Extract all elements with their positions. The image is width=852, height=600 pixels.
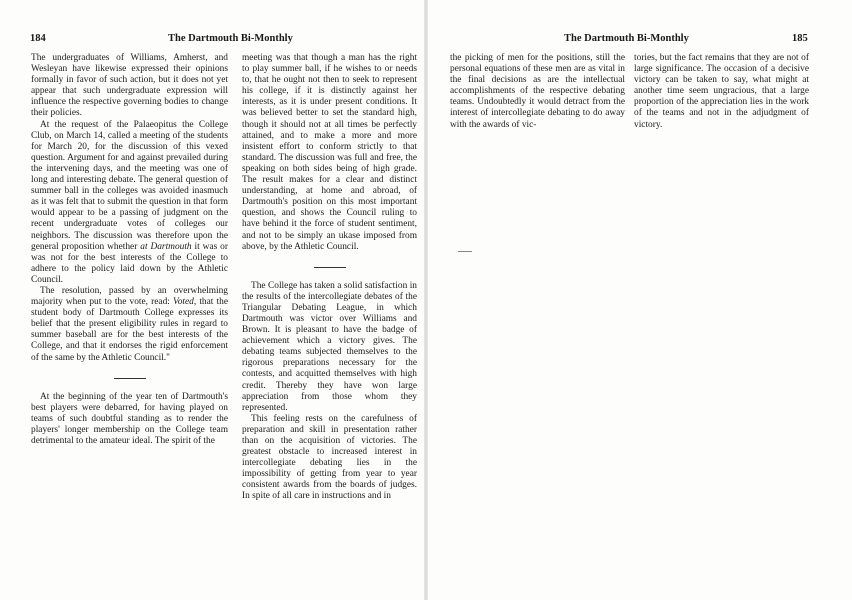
- paragraph: meeting was that though a man has the right to play summer ball, if he wishes to or needs to, that he ought not then to seek to represent his college, if it is distinctly against her interests, as it is under present conditions. It was believed better to set the standard high, though it should not at all times be perfectly attained, and to make a more and more insistent effort to conform strictly to that standard. The discussion was full and free, the speaking on both sides being of high grade. The result makes for a clear and distinct understanding, at home and abroad, of Dartmouth's position on this most important question, and shows the Council ruling to have behind it the force of student sentiment, and not to be simply an ukase imposed from above, by the Athletic Council.: [242, 53, 417, 252]
- stray-ink-mark: [458, 251, 472, 252]
- right-page-column-2: [634, 53, 809, 131]
- running-title-right: The Dartmouth Bi-Monthly: [564, 33, 689, 44]
- paragraph: The undergraduates of Williams, Amherst, and Wesleyan have likewise expressed their opinions formally in favor of such action, but it does not yet appear that such undergraduate expression will influence the respective governing bodies to change their policies.: [31, 53, 228, 119]
- italic-text: Voted: [173, 297, 194, 308]
- paragraph: [31, 120, 228, 286]
- right-page: [426, 0, 852, 600]
- paragraph-text: At the request of the Palaeopitus the College Club, on March 14, called a meeting of the students for March 20, for the discussion of this vexed question. Argument for and against prevailed during the intervening days, and the meeting was one of long and interesting debate. The general question of summer ball in the colleges was avoided inasmuch as it was felt that to submit the question in that form would appear to be a passing of judgment on the recent undergraduate votes of colleges our neighbors. The discussion was therefore upon the general proposition whether: [31, 119, 228, 252]
- page-number-right: 185: [792, 33, 808, 44]
- page-number-left: 184: [30, 33, 46, 44]
- paragraph: At the beginning of the year ten of Dartmouth's best players were debarred, for having played on teams of such doubtful standing as to render the players' longer membership on the College team detrimental to the amateur ideal. The spirit of the: [31, 391, 228, 446]
- italic-text: at Dartmouth: [140, 241, 192, 252]
- paragraph: the picking of men for the positions, still the personal equations of these men are as vital in the final decisions as are the intellectual accomplishments of the respective debating teams. Undoubtedly it would detract from the interest of intercollegiate debating to do away with the awards of vic-: [450, 53, 625, 130]
- paragraph: [31, 286, 228, 364]
- left-page-column-1: [31, 53, 228, 447]
- paragraph-text: , that the student body of Dartmouth College expresses its belief that the present eligibility rules in regard to summer baseball are for the best interests of the College, and that it endorses the rigid enforcement of the same by the Athletic Council.": [31, 297, 228, 363]
- paragraph: tories, but the fact remains that they are not of large significance. The occasion of a decisive victory can be taken to say, what might at another time seem ungracious, that a large proportion of the appreciation lies in the work of the teams and not in the adjudgment of victory.: [634, 53, 809, 130]
- section-divider: [114, 378, 146, 379]
- running-title-left: The Dartmouth Bi-Monthly: [168, 33, 293, 44]
- paragraph: This feeling rests on the carefulness of preparation and skill in presentation rather than on the acquisition of victories. The greatest obstacle to increased interest in intercollegiate debating lies in the impossibility of getting from year to year consistent awards from the boards of judges. In spite of all care in instructions and in: [242, 413, 417, 502]
- paragraph-text: The resolution, passed by an overwhelming majority when put to the vote, read:: [31, 285, 228, 308]
- left-page-column-2: [242, 53, 417, 503]
- right-page-column-1: [450, 53, 625, 131]
- paragraph: The College has taken a solid satisfaction in the results of the intercollegiate debates of the Triangular Debating League, in which Dartmouth was victor over Williams and Brown. It is pleasant to have the badge of achievement which a victory gives. The debating teams subjected themselves to the rigorous preparations necessary for the contests, and acquitted themselves with high credit. Thereby they have won large appreciation from those whom they represented.: [242, 280, 417, 413]
- section-divider: [314, 267, 346, 268]
- paragraph-text: it was or was not for the best interests of the College to adhere to the policy laid down by the Athletic Council.: [31, 241, 228, 285]
